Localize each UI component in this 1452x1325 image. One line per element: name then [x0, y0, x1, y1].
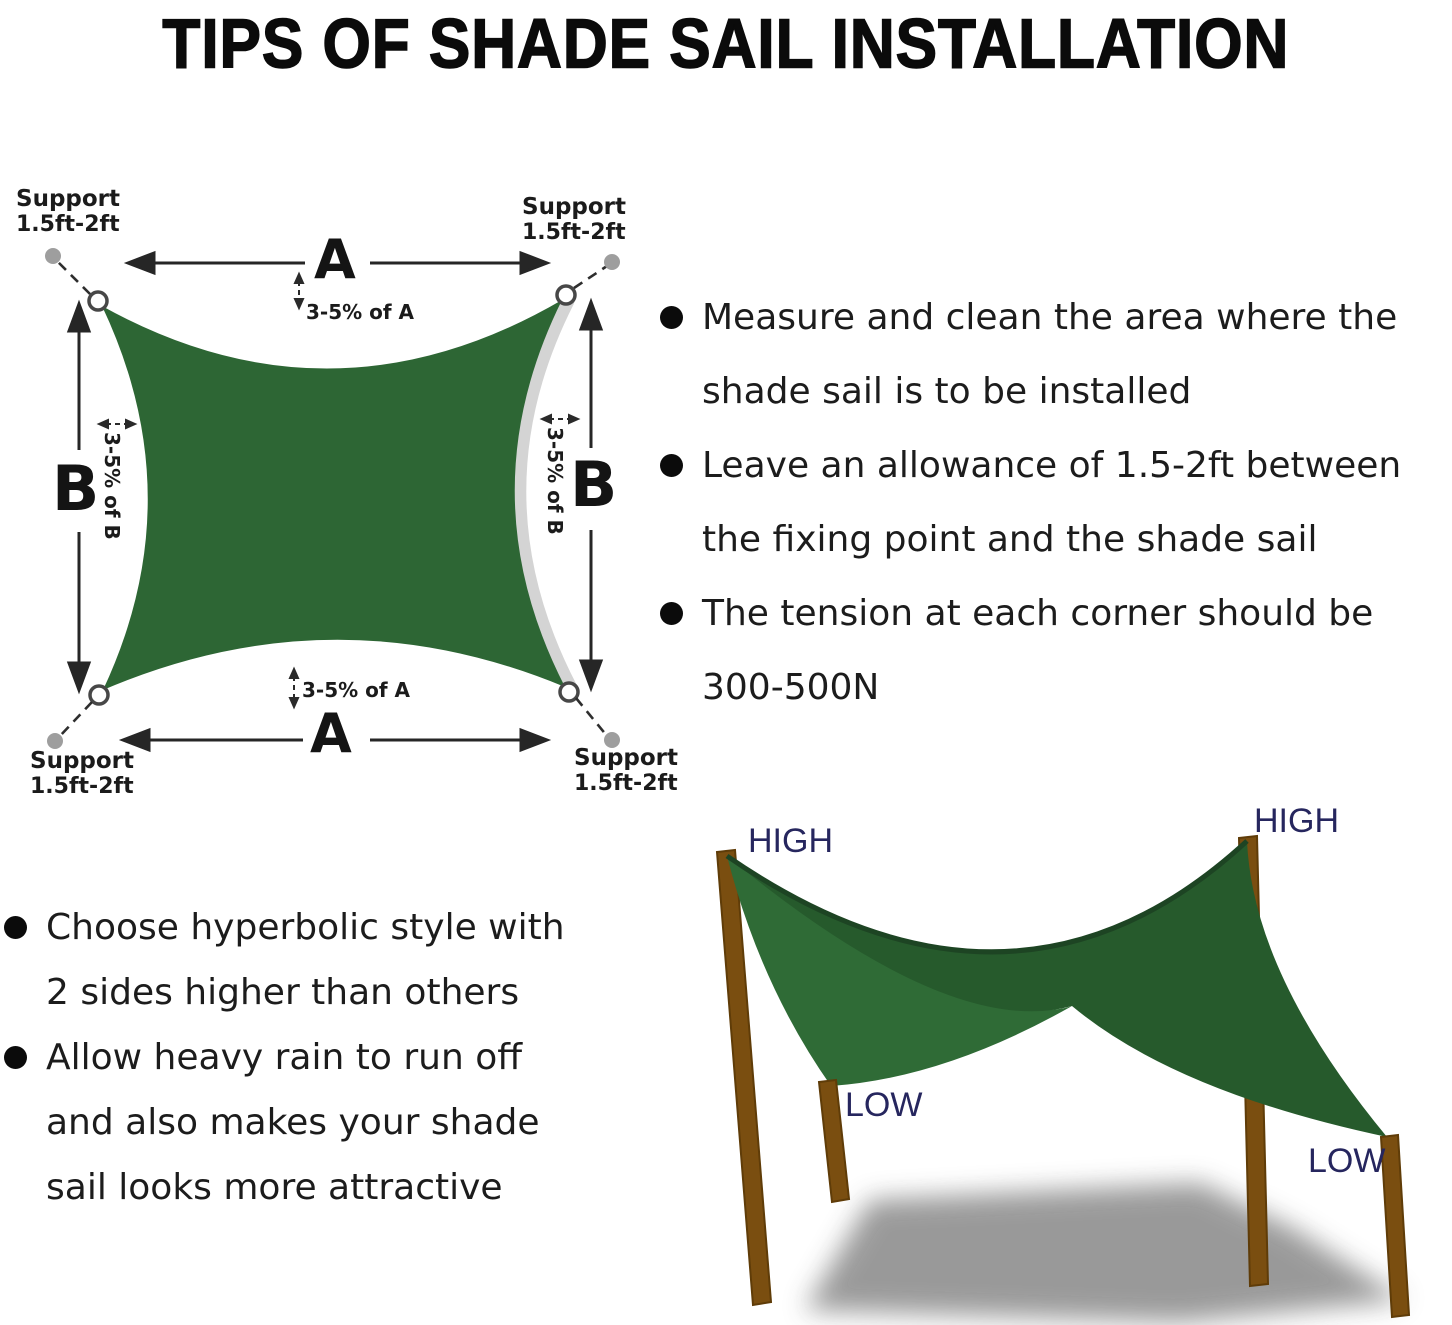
support-range: 1.5ft-2ft [16, 212, 120, 237]
list-item-continuation [4, 960, 644, 1025]
low-label-right: LOW [1308, 1142, 1386, 1180]
tip-text: 2 sides higher than others [46, 972, 520, 1013]
high-label-right: HIGH [1254, 802, 1339, 840]
title-bar [0, 0, 1452, 83]
support-dot-icon [45, 248, 61, 264]
corner-ring-icon [90, 686, 108, 704]
tip-text: Allow heavy rain to run off [46, 1037, 523, 1078]
pct-of-b-left: 3-5% of B [100, 432, 124, 540]
high-label-left: HIGH [748, 822, 833, 860]
list-item [660, 281, 1452, 355]
tip-text: Leave an allowance of 1.5-2ft between [702, 445, 1402, 486]
dimension-b-right: B [570, 448, 618, 521]
support-range: 1.5ft-2ft [574, 771, 678, 796]
corner-ring-icon [560, 683, 578, 701]
support-dot-icon [47, 733, 63, 749]
support-label-bottom-right [574, 745, 678, 797]
dimension-a-bottom: A [310, 702, 352, 765]
bullet-icon [4, 1046, 27, 1069]
bullet-icon [4, 916, 27, 939]
tips-list-right [660, 281, 1452, 725]
support-range: 1.5ft-2ft [522, 220, 626, 245]
list-item-continuation [4, 1155, 644, 1220]
page-title: TIPS OF SHADE SAIL INSTALLATION [162, 5, 1290, 83]
pct-of-b-right: 3-5% of B [543, 427, 567, 535]
tip-text: sail looks more attractive [46, 1167, 503, 1208]
tip-text: Measure and clean the area where the [702, 297, 1398, 338]
bullet-icon [660, 602, 683, 625]
list-item [660, 577, 1452, 651]
list-item-continuation [660, 651, 1452, 725]
tip-text: and also makes your shade [46, 1102, 540, 1143]
support-word: Support [30, 748, 135, 774]
list-item [4, 895, 644, 960]
list-item-continuation [660, 355, 1452, 429]
tip-text: Choose hyperbolic style with [46, 907, 565, 948]
list-item-continuation [660, 503, 1452, 577]
ground-shadow [805, 1183, 1405, 1322]
hyperbolic-sail-illustration [640, 795, 1452, 1325]
low-label-left: LOW [845, 1086, 923, 1124]
tip-text: The tension at each corner should be [702, 593, 1374, 634]
tips-list-left [4, 895, 644, 1220]
dimension-a-top: A [314, 228, 356, 291]
support-word: Support [574, 745, 679, 771]
bullet-icon [660, 306, 683, 329]
tip-text: 300-500N [702, 667, 880, 708]
dimension-b-left: B [52, 452, 100, 525]
list-item [4, 1025, 644, 1090]
support-label-bottom-left [30, 748, 134, 800]
corner-ring-icon [557, 286, 575, 304]
support-word: Support [16, 186, 121, 212]
pct-of-a-top: 3-5% of A [306, 300, 415, 324]
support-label-top-right [522, 194, 626, 246]
tip-text: shade sail is to be installed [702, 371, 1192, 412]
support-label-top-left [16, 186, 120, 238]
support-word: Support [522, 194, 627, 220]
tip-text: the fixing point and the shade sail [702, 519, 1318, 560]
list-item-continuation [4, 1090, 644, 1155]
support-range: 1.5ft-2ft [30, 774, 134, 799]
pct-of-a-bottom: 3-5% of A [302, 678, 411, 702]
support-dot-icon [604, 254, 620, 270]
corner-ring-icon [89, 292, 107, 310]
bullet-icon [660, 454, 683, 477]
list-item [660, 429, 1452, 503]
sail-shape [102, 300, 565, 690]
